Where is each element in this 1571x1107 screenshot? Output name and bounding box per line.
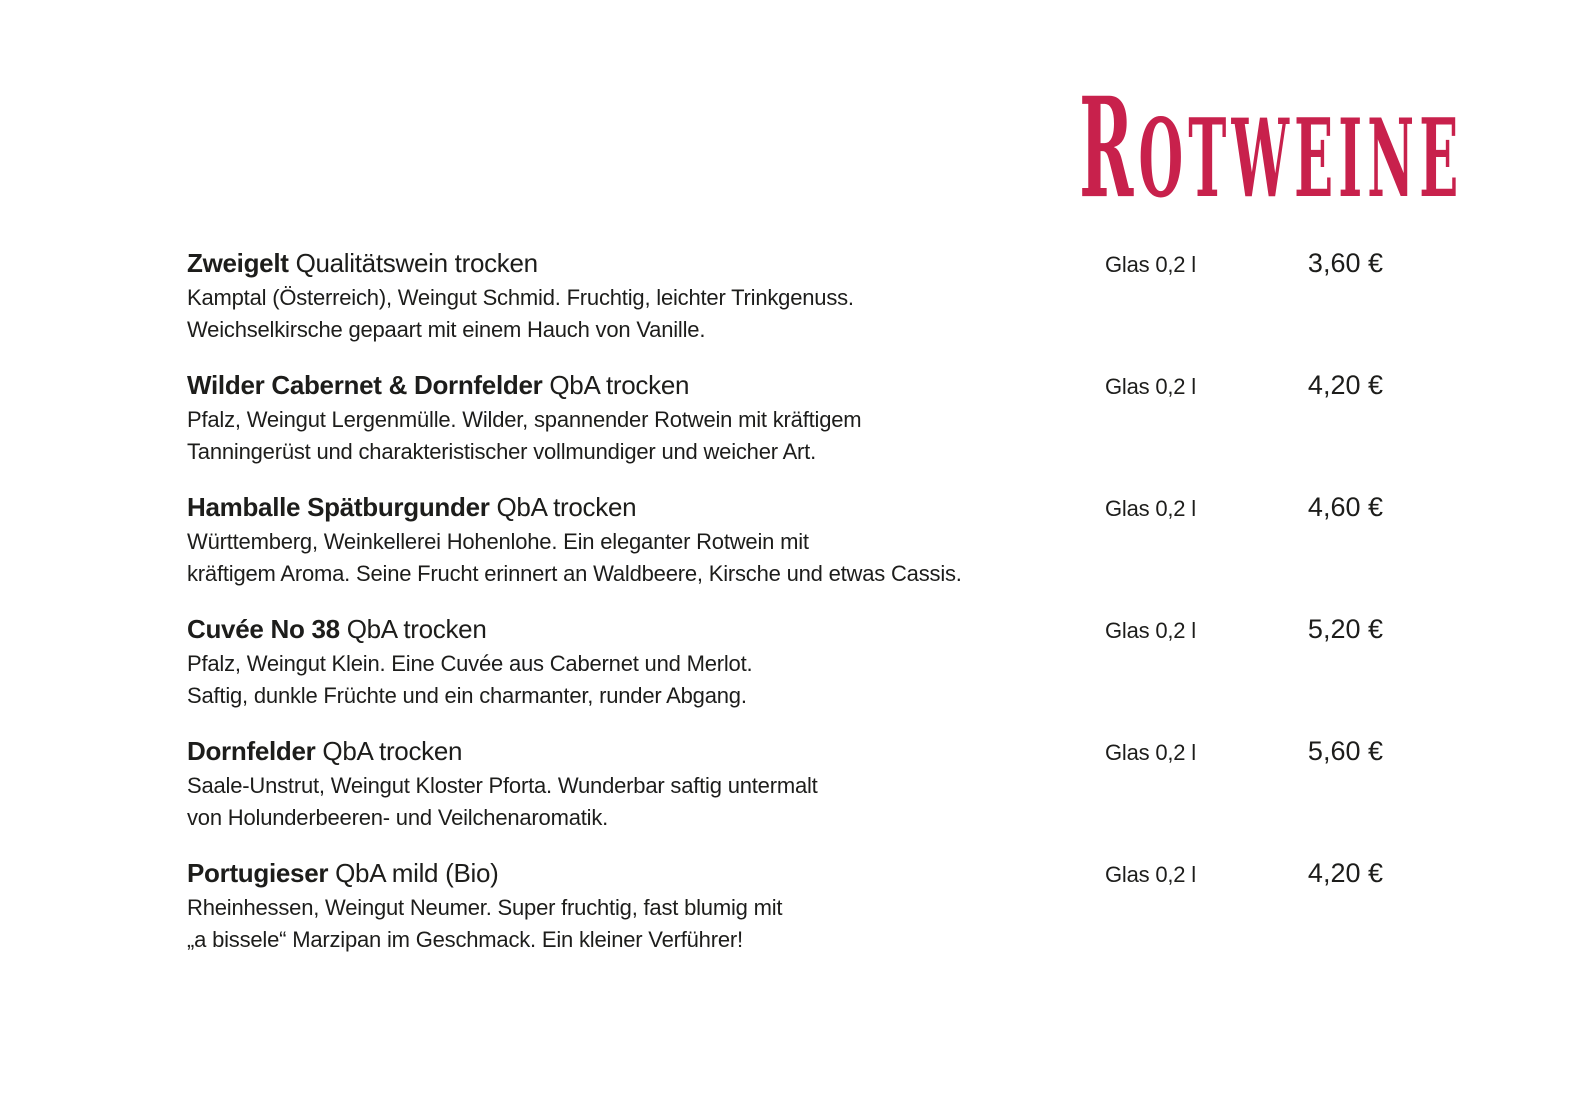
wine-variant: QbA trocken: [549, 370, 690, 400]
wine-entry: [187, 368, 1383, 468]
wine-title: [187, 734, 1105, 768]
wine-variant: QbA trocken: [496, 492, 637, 522]
wine-list: [187, 246, 1383, 978]
wine-entry-head: [187, 368, 1383, 404]
wine-description-line-1: Württemberg, Weinkellerei Hohenlohe. Ein eleganter Rotwein mit: [187, 529, 809, 554]
wine-variant: QbA mild (Bio): [335, 858, 499, 888]
wine-entry: [187, 246, 1383, 346]
serving-size: Glas 0,2 l: [1105, 252, 1196, 277]
wine-name: Zweigelt: [187, 248, 289, 278]
wine-entry-head: [187, 246, 1383, 282]
wine-description-line-2: Tanningerüst und charakteristischer vollmundiger und weicher Art.: [187, 439, 816, 464]
wine-description-line-1: Pfalz, Weingut Lergenmülle. Wilder, spannender Rotwein mit kräftigem: [187, 407, 862, 432]
page-title: ROTWEINE: [1078, 67, 1463, 230]
serving-size: Glas 0,2 l: [1105, 862, 1196, 887]
wine-entry-head: [187, 490, 1383, 526]
wine-description-line-2: kräftigem Aroma. Seine Frucht erinnert an Waldbeere, Kirsche und etwas Cassis.: [187, 561, 962, 586]
price: 5,20 €: [1307, 614, 1383, 644]
wine-title: [187, 368, 1105, 402]
wine-title: [187, 612, 1105, 646]
price: 5,60 €: [1307, 736, 1383, 766]
price: 4,20 €: [1307, 858, 1383, 888]
wine-description-line-1: Rheinhessen, Weingut Neumer. Super fruchtig, fast blumig mit: [187, 895, 783, 920]
wine-variant: Qualitätswein trocken: [295, 248, 538, 278]
serving-size: Glas 0,2 l: [1105, 740, 1196, 765]
price: 4,60 €: [1307, 492, 1383, 522]
wine-description-line-1: Saale-Unstrut, Weingut Kloster Pforta. Wunderbar saftig untermalt: [187, 773, 818, 798]
wine-name: Hamballe Spätburgunder: [187, 492, 490, 522]
wine-entry-head: [187, 734, 1383, 770]
serving-size: Glas 0,2 l: [1105, 374, 1196, 399]
serving-size: Glas 0,2 l: [1105, 618, 1196, 643]
serving-size: Glas 0,2 l: [1105, 496, 1196, 521]
wine-name: Dornfelder: [187, 736, 316, 766]
wine-name: Wilder Cabernet & Dornfelder: [187, 370, 543, 400]
wine-entry-head: [187, 856, 1383, 892]
wine-name: Cuvée No 38: [187, 614, 340, 644]
wine-description-line-2: von Holunderbeeren- und Veilchenaromatik.: [187, 805, 609, 830]
wine-title: [187, 246, 1105, 280]
wine-description-line-2: Saftig, dunkle Früchte und ein charmanter, runder Abgang.: [187, 683, 747, 708]
price: 4,20 €: [1307, 370, 1383, 400]
wine-variant: QbA trocken: [346, 614, 487, 644]
wine-entry: [187, 734, 1383, 834]
wine-description-line-1: Pfalz, Weingut Klein. Eine Cuvée aus Cabernet und Merlot.: [187, 651, 753, 676]
price: 3,60 €: [1307, 248, 1383, 278]
wine-entry: [187, 612, 1383, 712]
wine-entry-head: [187, 612, 1383, 648]
wine-entry: [187, 856, 1383, 956]
wine-description-line-2: „a bissele“ Marzipan im Geschmack. Ein kleiner Verführer!: [187, 927, 743, 952]
wine-entry: [187, 490, 1383, 590]
wine-description-line-2: Weichselkirsche gepaart mit einem Hauch von Vanille.: [187, 317, 706, 342]
wine-title: [187, 490, 1105, 524]
wine-description-line-1: Kamptal (Österreich), Weingut Schmid. Fruchtig, leichter Trinkgenuss.: [187, 285, 854, 310]
wine-name: Portugieser: [187, 858, 329, 888]
wine-title: [187, 856, 1105, 890]
wine-variant: QbA trocken: [322, 736, 463, 766]
